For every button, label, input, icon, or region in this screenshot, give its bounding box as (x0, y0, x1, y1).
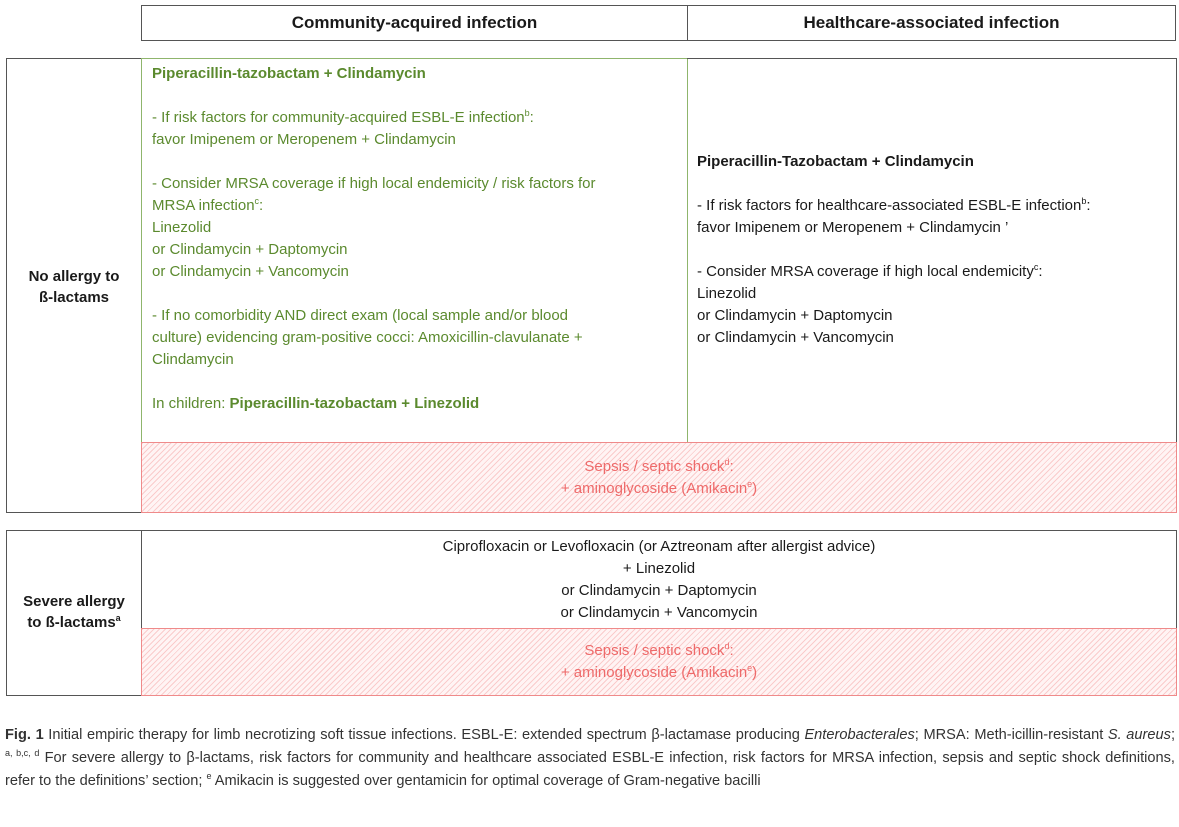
figure-label: Fig. 1 (5, 727, 44, 743)
header-healthcare-associated (687, 5, 1176, 41)
community-mrsa-line1: - Consider MRSA coverage if high local endemicity / risk factors for (152, 175, 596, 192)
community-nocomorb-line2: culture) evidencing gram-positive cocci: Amoxicillin-clavulanate + (152, 329, 583, 346)
community-esbl-line1: - If risk factors for community-acquired ESBL-E infection$^b$: (152, 108, 534, 126)
healthcare-mrsa-line3: or Clindamycin + Daptomycin (697, 307, 893, 324)
community-nocomorb-line3: Clindamycin (152, 351, 234, 368)
sepsis-severe-line1: Sepsis / septic shock$^d$: (584, 641, 734, 659)
row-label-no-allergy-line2: ß-lactams (38, 289, 110, 306)
row-label-severe-allergy (6, 591, 142, 633)
severe-allergy-regimen-cell (141, 530, 1177, 629)
community-mrsa-line4: or Clindamycin + Daptomycin (152, 241, 348, 258)
row-label-no-allergy (6, 266, 142, 308)
header-community-acquired (141, 5, 688, 41)
sepsis-box-no-allergy (141, 442, 1177, 513)
header-community-label: Community-acquired infection (291, 13, 538, 32)
severe-regimen-line2: + Linezolid (622, 560, 696, 577)
healthcare-mrsa-line1: - Consider MRSA coverage if high local endemicity$^c$: (697, 262, 1043, 280)
sepsis-line1: Sepsis / septic shock$^d$: (584, 457, 734, 475)
healthcare-mrsa-line4: or Clindamycin + Vancomycin (697, 329, 894, 346)
severe-regimen-line3: or Clindamycin + Daptomycin (561, 582, 757, 599)
healthcare-esbl-line2: favor Imipenem or Meropenem + Clindamycin ’ (697, 219, 1009, 236)
community-regimen-title: Piperacillin-tazobactam + Clindamycin (152, 65, 426, 82)
sepsis-line2: + aminoglycoside (Amikacin$^e$) (560, 479, 758, 497)
community-mrsa-line3: Linezolid (152, 219, 212, 236)
figure-caption: Fig. 1 Initial empiric therapy for limb necrotizing soft tissue infections. ESBL-E: extended spectrum β-lactamase producing Enterobacterales; MRSA: Meth-icillin-resistant S. aureus; $^{a, b,c, d}$ For severe allergy to β-lactams, risk factors for community and healthcare associated ESBL-E infection, risk factors for MRSA infection, sepsis and septic shock definitions, refer to the definitions’ section; $^e$ Amikacin is suggested over gentamicin for optimal coverage of Gram-negative bacilli (5, 727, 1175, 789)
sepsis-severe-line2: + aminoglycoside (Amikacin$^e$) (560, 663, 758, 681)
community-esbl-line2: favor Imipenem or Meropenem + Clindamycin (152, 131, 456, 148)
healthcare-regimen-title: Piperacillin-Tazobactam + Clindamycin (697, 153, 974, 170)
severe-regimen-line4: or Clindamycin + Vancomycin (560, 604, 758, 621)
community-no-allergy-cell (141, 58, 688, 443)
severe-regimen-line1: Ciprofloxacin or Levofloxacin (or Aztreonam after allergist advice) (442, 538, 876, 555)
row-label-no-allergy-line1: No allergy to (28, 268, 120, 285)
healthcare-mrsa-line2: Linezolid (697, 285, 757, 302)
header-healthcare-label: Healthcare-associated infection (803, 13, 1060, 32)
sepsis-box-severe-allergy (141, 628, 1177, 696)
healthcare-no-allergy-cell (687, 58, 1177, 443)
community-nocomorb-line1: - If no comorbidity AND direct exam (local sample and/or blood (152, 307, 569, 324)
healthcare-esbl-line1: - If risk factors for healthcare-associated ESBL-E infection$^b$: (697, 196, 1091, 214)
community-mrsa-line5: or Clindamycin + Vancomycin (152, 263, 349, 280)
row-label-severe-line2: to ß-lactams$^a$ (27, 613, 121, 631)
community-mrsa-line2: MRSA infection$^c$: (152, 196, 264, 214)
row-label-severe-line1: Severe allergy (23, 593, 125, 610)
community-children-line: In children: Piperacillin-tazobactam + Linezolid (152, 395, 480, 412)
